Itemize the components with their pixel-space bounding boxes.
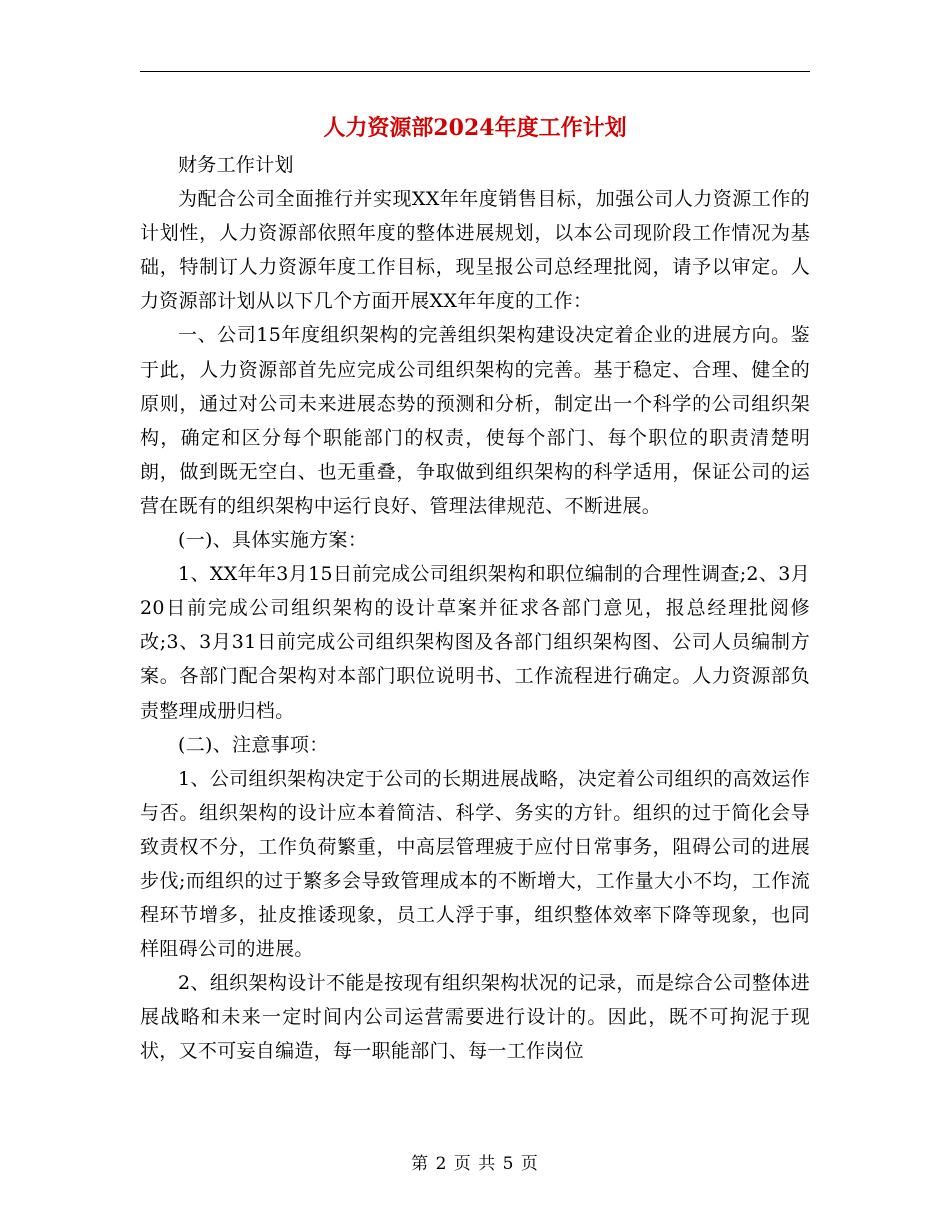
body-paragraph: 为配合公司全面推行并实现XX年年度销售目标，加强公司人力资源工作的计划性，人力资源部依照年度的整体进展规划，以本公司现阶段工作情况为基础，特制订人力资源年度工作目标，现呈报公司总经理批阅，请予以审定。人力资源部计划从以下几个方面开展XX年年度的工作： — [140, 188, 810, 313]
document-body — [140, 148, 810, 1069]
page-footer: 第 2 页 共 5 页 — [411, 1154, 539, 1174]
body-paragraph: 1、公司组织架构决定于公司的长期进展战略，决定着公司组织的高效运作与否。组织架构的设计应本着简洁、科学、务实的方针。组织的过于简化会导致责权不分，工作负荷繁重，中高层管理疲于应付日常事务，阻碍公司的进展步伐;而组织的过于繁多会导致管理成本的不断增大，工作量大小不均，工作流程环节增多，扯皮推诿现象，员工人浮于事，组织整体效率下降等现象，也同样阻碍公司的进展。 — [140, 767, 810, 961]
document-title: 人力资源部2024年度工作计划 — [323, 115, 627, 141]
subsection-heading: (一)、具体实施方案： — [178, 529, 368, 552]
header-rule — [140, 71, 810, 72]
subsection-heading: (二)、注意事项： — [178, 733, 329, 756]
body-paragraph: 1、XX年年3月15日前完成公司组织架构和职位编制的合理性调查;2、3月20日前完成公司组织架构的设计草案并征求各部门意见，报总经理批阅修改;3、3月31日前完成公司组织架构图及各部门组织架构图、公司人员编制方案。各部门配合架构对本部门职位说明书、工作流程进行确定。人力资源部负责整理成册归档。 — [140, 563, 810, 722]
body-paragraph: 一、公司15年度组织架构的完善组织架构建设决定着企业的进展方向。鉴于此，人力资源部首先应完成公司组织架构的完善。基于稳定、合理、健全的原则，通过对公司未来进展态势的预测和分析，制定出一个科学的公司组织架构，确定和区分每个职能部门的权责，使每个部门、每个职位的职责清楚明朗，做到既无空白、也无重叠，争取做到组织架构的科学适用，保证公司的运营在既有的组织架构中运行良好、管理法律规范、不断进展。 — [140, 324, 810, 517]
body-paragraph: 2、组织架构设计不能是按现有组织架构状况的记录，而是综合公司整体进展战略和未来一定时间内公司运营需要进行设计的。因此，既不可拘泥于现状，又不可妄自编造，每一职能部门、每一工作岗位 — [140, 972, 810, 1063]
section-heading: 财务工作计划 — [178, 154, 294, 176]
